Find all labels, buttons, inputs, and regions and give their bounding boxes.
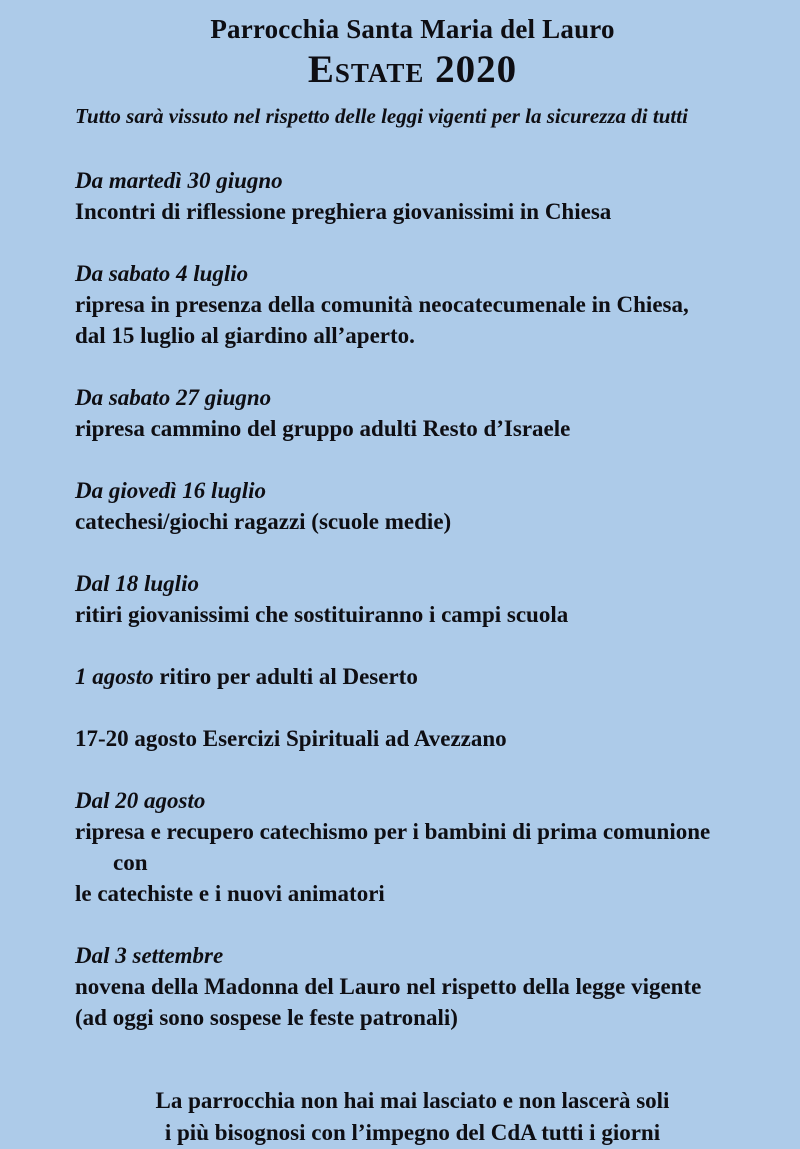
event-line (75, 320, 750, 351)
event-text: ripresa in presenza della comunità neocatecumenale in Chiesa, (75, 292, 689, 317)
event-line (75, 382, 750, 413)
event-line (75, 723, 750, 754)
event-line (75, 258, 750, 289)
event-block (75, 568, 750, 630)
footer-line-1: La parrocchia non hai mai lasciato e non lascerà soli (155, 1088, 670, 1113)
event-text: 17-20 agosto Esercizi Spirituali ad Avezzano (75, 726, 507, 751)
event-date: Dal 3 settembre (75, 943, 224, 968)
event-text: Incontri di riflessione preghiera giovanissimi in Chiesa (75, 199, 612, 224)
event-block (75, 382, 750, 444)
event-text: novena della Madonna del Lauro nel rispetto della legge vigente (75, 974, 702, 999)
event-line (75, 289, 750, 320)
event-line (75, 196, 750, 227)
event-line (75, 847, 750, 878)
safety-notice: Tutto sarà vissuto nel rispetto delle leggi vigenti per la sicurezza di tutti (75, 104, 688, 128)
event-date: Dal 20 agosto (75, 788, 206, 813)
event-date: Da sabato 4 luglio (75, 261, 249, 286)
event-block (75, 258, 750, 351)
footer-line-2: i più bisognosi con l’impegno del CdA tutti i giorni (164, 1120, 661, 1145)
event-date: Da giovedì 16 luglio (75, 478, 267, 503)
event-date: 1 agosto (75, 664, 154, 689)
event-line (75, 785, 750, 816)
flyer-footer (75, 1085, 750, 1149)
event-line (75, 940, 750, 971)
event-block (75, 785, 750, 909)
event-block (75, 165, 750, 227)
event-text: ripresa cammino del gruppo adulti Resto d’Israele (75, 416, 571, 441)
event-text: catechesi/giochi ragazzi (scuole medie) (75, 509, 452, 534)
event-line (75, 475, 750, 506)
event-date: Da martedì 30 giugno (75, 168, 283, 193)
event-text: dal 15 luglio al giardino all’aperto. (75, 323, 415, 348)
event-text: ritiro per adulti al Deserto (153, 664, 418, 689)
event-text: ripresa e recupero catechismo per i bambini di prima comunione (75, 819, 711, 844)
event-block (75, 475, 750, 537)
event-date: Dal 18 luglio (75, 571, 199, 596)
edition-title: Estate 2020 (307, 48, 518, 91)
event-line (75, 413, 750, 444)
event-line (75, 165, 750, 196)
event-line (75, 599, 750, 630)
flyer-header (75, 14, 750, 129)
event-text: ritiri giovanissimi che sostituiranno i campi scuola (75, 602, 569, 627)
event-line (75, 506, 750, 537)
event-line (75, 971, 750, 1002)
event-text: le catechiste e i nuovi animatori (75, 881, 385, 906)
event-block (75, 661, 750, 692)
event-date: Da sabato 27 giugno (75, 385, 272, 410)
event-line (75, 568, 750, 599)
event-line (75, 878, 750, 909)
event-text: con (113, 850, 148, 875)
event-line (75, 816, 750, 847)
event-line (75, 1002, 750, 1033)
events-list (75, 165, 750, 1033)
event-line (75, 661, 750, 692)
page-title: Parrocchia Santa Maria del Lauro (210, 14, 615, 44)
event-block (75, 940, 750, 1033)
event-block (75, 723, 750, 754)
event-text: (ad oggi sono sospese le feste patronali) (75, 1005, 458, 1030)
